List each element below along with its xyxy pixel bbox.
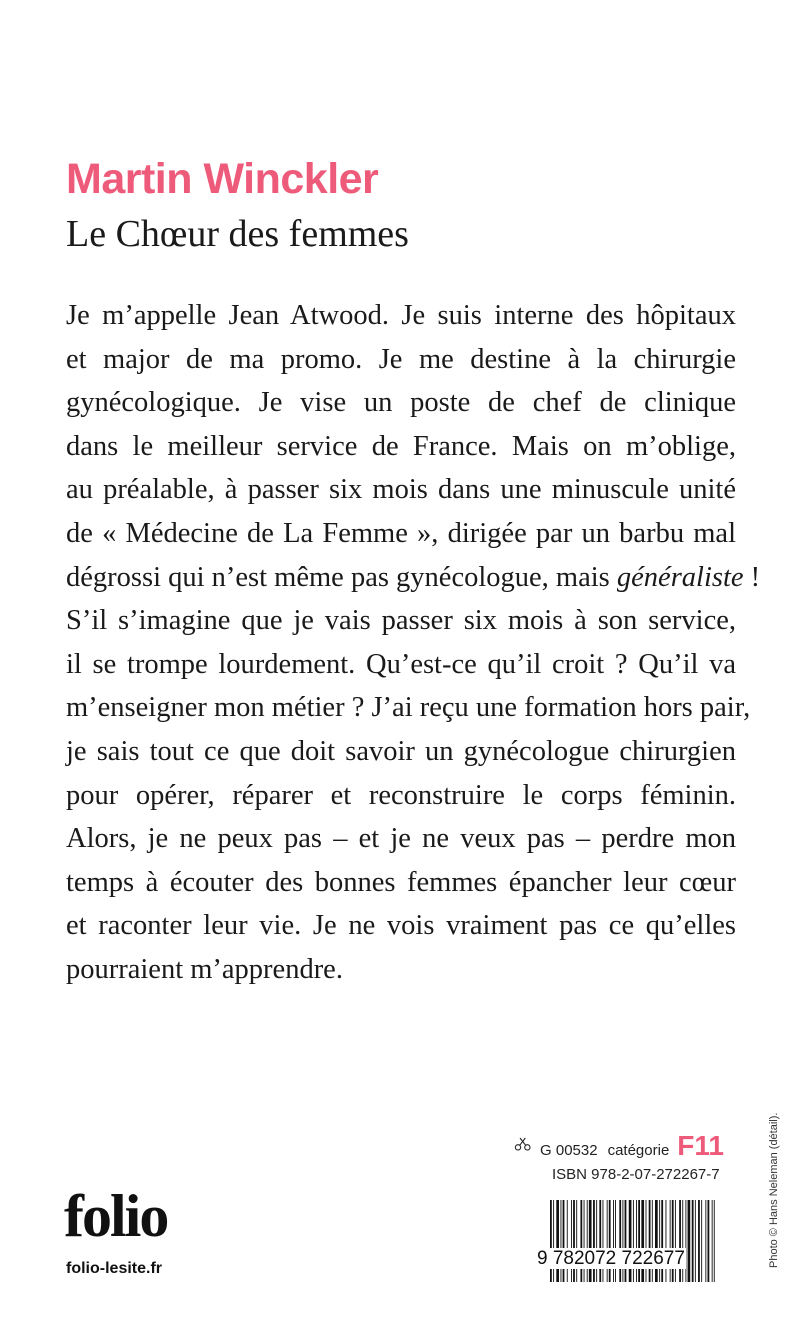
blurb-line: S’il s’imagine que je vais passer six mois à son service, [66, 605, 736, 637]
blurb-line: m’enseigner mon métier ? J’ai reçu une formation hors pair, [66, 692, 751, 724]
code-number: G 00532 [540, 1142, 598, 1159]
blurb-line: et raconter leur vie. Je ne vois vraiment pas ce qu’elles [66, 910, 736, 942]
blurb-line: dans le meilleur service de France. Mais on m’oblige, [66, 430, 736, 462]
blurb-line: pourraient m’apprendre. [66, 953, 343, 985]
barcode-digits [536, 1248, 726, 1270]
code-row [514, 1130, 724, 1162]
publisher-website: folio-lesite.fr [66, 1260, 163, 1277]
blurb-line: Alors, je ne peux pas – et je ne veux pas – perdre mon [66, 823, 736, 855]
blurb-emphasis: généraliste [616, 561, 744, 593]
category-value: F11 [677, 1130, 724, 1161]
blurb-line: temps à écouter des bonnes femmes épancher leur cœur [66, 866, 736, 898]
scissors-icon [514, 1133, 534, 1155]
book-title: Le Chœur des femmes [66, 213, 409, 255]
category-label: catégorie [607, 1142, 670, 1159]
blurb-line: pour opérer, réparer et reconstruire le corps féminin. [66, 779, 736, 811]
publisher-logo: folio [64, 1183, 168, 1249]
blurb-line: et major de ma promo. Je me destine à la chirurgie [66, 343, 736, 375]
blurb-line [66, 556, 761, 600]
barcode-digits-text: 9 782072 722677 [537, 1248, 685, 1269]
isbn-text: ISBN 978-2-07-272267-7 [552, 1166, 720, 1183]
blurb-text [66, 294, 761, 992]
blurb-line: il se trompe lourdement. Qu’est-ce qu’il croit ? Qu’il va [66, 648, 736, 680]
blurb-line: je sais tout ce que doit savoir un gynécologue chirurgien [66, 735, 736, 767]
author-name: Martin Winckler [66, 155, 379, 203]
blurb-line: gynécologique. Je vise un poste de chef de clinique [66, 387, 736, 419]
blurb-line: au préalable, à passer six mois dans une minuscule unité [66, 474, 736, 506]
blurb-line: de « Médecine de La Femme », dirigée par un barbu mal [66, 517, 736, 549]
blurb-text-segment: ! [743, 561, 761, 593]
blurb-line: Je m’appelle Jean Atwood. Je suis interne des hôpitaux [66, 300, 736, 331]
catalog-codes [514, 1130, 724, 1183]
photo-credit: Photo © Hans Neleman (détail). [768, 1112, 780, 1268]
blurb-text-segment: dégrossi qui n’est même pas gynécologue, mais [66, 561, 617, 593]
